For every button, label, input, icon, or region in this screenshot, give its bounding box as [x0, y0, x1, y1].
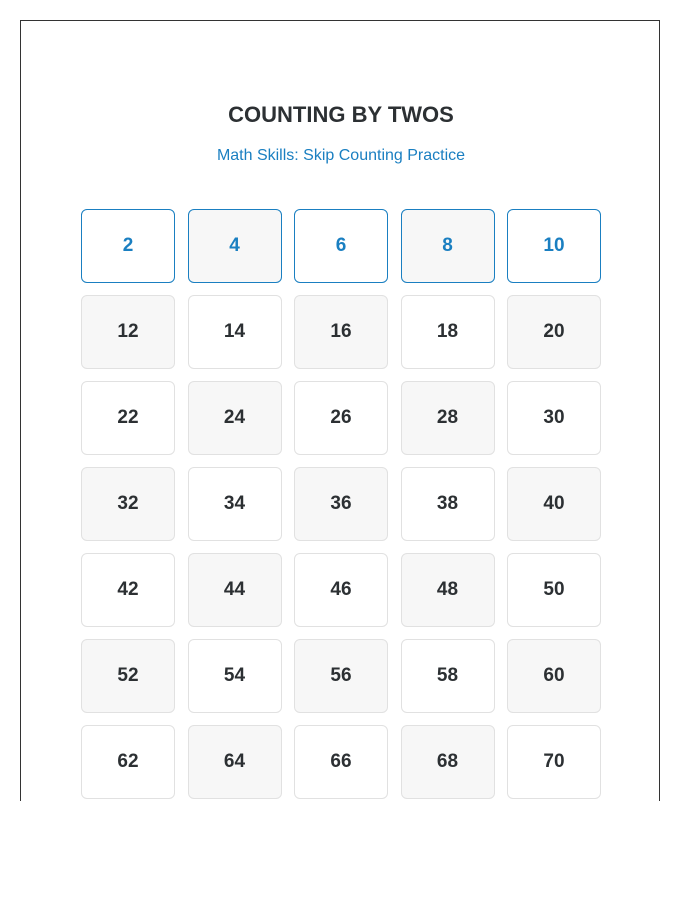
number-cell: 42 [81, 553, 175, 627]
number-cell: 14 [188, 295, 282, 369]
number-cell: 40 [507, 467, 601, 541]
number-cell: 56 [294, 639, 388, 713]
number-cell: 64 [188, 725, 282, 799]
worksheet-title: COUNTING BY TWOS [228, 102, 454, 127]
number-cell: 30 [507, 381, 601, 455]
number-cell: 22 [81, 381, 175, 455]
number-cell: 28 [401, 381, 495, 455]
number-cell: 24 [188, 381, 282, 455]
number-cell: 68 [401, 725, 495, 799]
number-cell: 8 [401, 209, 495, 283]
number-cell: 16 [294, 295, 388, 369]
number-cell: 34 [188, 467, 282, 541]
number-cell: 10 [507, 209, 601, 283]
number-cell: 20 [507, 295, 601, 369]
number-cell: 2 [81, 209, 175, 283]
number-cell: 12 [81, 295, 175, 369]
number-cell: 66 [294, 725, 388, 799]
number-cell: 54 [188, 639, 282, 713]
worksheet-subtitle: Math Skills: Skip Counting Practice [216, 147, 466, 164]
number-cell: 6 [294, 209, 388, 283]
number-cell: 38 [401, 467, 495, 541]
number-cell: 48 [401, 553, 495, 627]
number-cell: 70 [507, 725, 601, 799]
number-cell: 36 [294, 467, 388, 541]
number-cell: 58 [401, 639, 495, 713]
number-cell: 50 [507, 553, 601, 627]
number-cell: 52 [81, 639, 175, 713]
number-cell: 46 [294, 553, 388, 627]
number-cell: 32 [81, 467, 175, 541]
number-cell: 26 [294, 381, 388, 455]
number-cell: 44 [188, 553, 282, 627]
worksheet-page [20, 20, 660, 801]
number-cell: 4 [188, 209, 282, 283]
number-cell: 18 [401, 295, 495, 369]
number-cell: 60 [507, 639, 601, 713]
number-cell: 62 [81, 725, 175, 799]
number-grid [81, 209, 601, 799]
